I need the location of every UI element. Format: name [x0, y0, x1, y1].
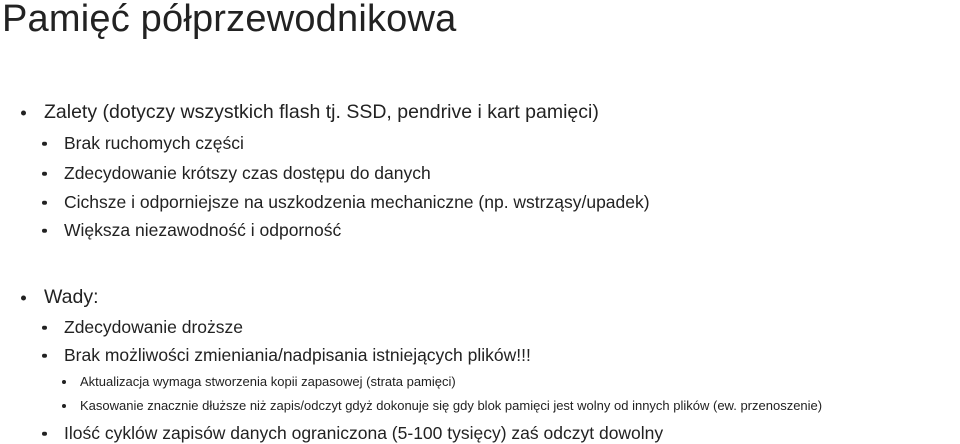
bullet-faster-access — [64, 163, 431, 184]
bullet-reliability — [64, 220, 341, 241]
bullet-write-cycles — [64, 423, 663, 444]
bullet-quieter — [64, 192, 650, 213]
slide-title: Pamięć półprzewodnikowa — [2, 0, 457, 40]
bullet-text: Cichsze i odporniejsze na uszkodzenia mechaniczne (np. wstrząsy/upadek) — [64, 192, 650, 212]
bullet-text: Zdecydowanie droższe — [64, 317, 243, 337]
bullet-text: Ilość cyklów zapisów danych ograniczona (5-100 tysięcy) zaś odczyt dowolny — [64, 423, 664, 443]
bullet-text: Zdecydowanie krótszy czas dostępu do danych — [64, 163, 431, 183]
bullet-no-moving-parts — [64, 133, 244, 154]
bullet-no-overwrite — [64, 345, 531, 366]
bullet-more-expensive — [64, 317, 243, 338]
bullet-dot — [42, 228, 47, 233]
bullet-dot — [42, 325, 47, 330]
bullet-dot — [42, 431, 47, 436]
bullet-advantages — [44, 101, 599, 124]
bullet-text: Kasowanie znacznie dłuższe niż zapis/odczyt gdyż dokonuje się gdy blok pamięci jest wolny od innych plików (ew. przenoszenie) — [80, 398, 823, 413]
bullet-erase-slower — [80, 398, 822, 413]
bullet-text: Większa niezawodność i odporność — [64, 220, 342, 240]
bullet-dot — [62, 404, 66, 408]
bullet-update-backup — [80, 374, 456, 389]
bullet-dot — [42, 171, 47, 176]
bullet-text: Aktualizacja wymaga stworzenia kopii zapasowej (strata pamięci) — [80, 374, 456, 389]
bullet-dot — [21, 295, 26, 300]
bullet-text: Wady: — [44, 286, 99, 308]
bullet-dot — [42, 141, 47, 146]
bullet-dot — [42, 200, 47, 205]
bullet-text: Brak ruchomych części — [64, 133, 244, 153]
bullet-text: Brak możliwości zmieniania/nadpisania istniejących plików!!! — [64, 345, 531, 365]
bullet-text: Zalety (dotyczy wszystkich flash tj. SSD, pendrive i kart pamięci) — [44, 101, 599, 123]
bullet-dot — [21, 110, 26, 115]
bullet-dot — [42, 353, 47, 358]
bullet-dot — [62, 380, 66, 384]
bullet-disadvantages — [44, 286, 99, 309]
